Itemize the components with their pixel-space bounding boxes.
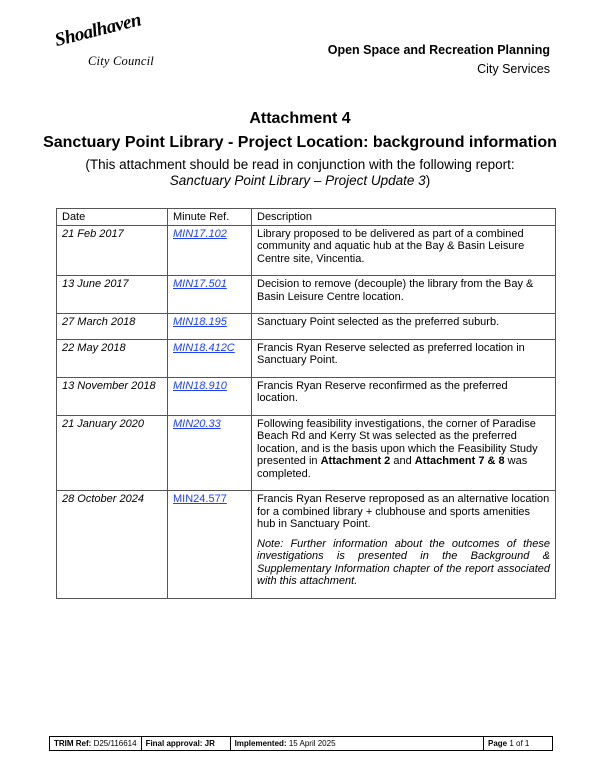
minute-link[interactable]: MIN17.102 [173, 227, 227, 240]
minute-link[interactable]: MIN18.412C [173, 341, 235, 354]
page-value: 1 of 1 [509, 739, 530, 748]
minute-link[interactable]: MIN18.910 [173, 379, 227, 392]
intro-report-name: Sanctuary Point Library – Project Update 3 [169, 173, 426, 188]
row-description: Sanctuary Point selected as the preferred suburb. [252, 314, 556, 340]
desc-text: was completed. [257, 455, 528, 480]
desc-bold-attachment: Attachment 7 & 8 [414, 455, 505, 467]
row-description: Library proposed to be delivered as part of a combined community and aquatic hub at the Bay & Basin Leisure Centre site, Vincentia. [252, 225, 556, 276]
implemented-label: Implemented: [234, 739, 287, 748]
row-date: 13 November 2018 [57, 377, 168, 415]
intro-line: (This attachment should be read in conjunction with the following report: [85, 157, 515, 172]
table-row [57, 225, 556, 276]
division-name: City Services [477, 62, 550, 76]
document-footer [49, 736, 553, 751]
header-minute-ref: Minute Ref. [168, 209, 252, 226]
header-date: Date [57, 209, 168, 226]
page-heading: Sanctuary Point Library - Project Location: background information [43, 134, 557, 151]
page-label: Page [488, 739, 508, 748]
table-row [57, 491, 556, 599]
minute-link[interactable]: MIN24.577 [173, 493, 227, 505]
header-description: Description [252, 209, 556, 226]
table-row [57, 314, 556, 340]
table-row [57, 415, 556, 491]
desc-text: and [390, 455, 415, 467]
attachment-title: Attachment 4 [249, 110, 351, 127]
footer-trim [50, 737, 142, 751]
footer-page [484, 737, 553, 751]
table-header-row [57, 209, 556, 226]
desc-text: Following feasibility investigations, the corner of Paradise Beach Rd and Kerry St was selected as the preferred location, and is the basis upon which the Feasibility Study presented in [257, 417, 538, 467]
minute-link[interactable]: MIN17.501 [173, 278, 227, 290]
table-row [57, 339, 556, 377]
row-date: 28 October 2024 [57, 491, 168, 599]
logo-wordmark: Shoalhaven [52, 9, 144, 52]
row-description: Francis Ryan Reserve selected as preferred location in Sanctuary Point. [252, 339, 556, 377]
council-logo [52, 9, 168, 78]
approval-label: Final approval: JR [145, 739, 215, 748]
minute-link[interactable]: MIN20.33 [173, 417, 221, 430]
table-row [57, 377, 556, 415]
minute-link[interactable]: MIN18.195 [173, 316, 227, 328]
project-location-table [56, 208, 556, 599]
footer-approval [141, 737, 230, 751]
intro-close: ) [425, 173, 431, 188]
trim-label: TRIM Ref: [54, 739, 92, 748]
logo-subtitle: City Council [88, 54, 154, 68]
row-note: Note: Further information about the outcomes of these investigations is presented in the Background & Supplementary Information chapter of the report associated with this attachment. [257, 537, 550, 587]
row-date: 21 January 2020 [57, 415, 168, 491]
row-date: 13 June 2017 [57, 276, 168, 314]
implemented-value: 15 April 2025 [288, 739, 336, 748]
row-description: Decision to remove (decouple) the library from the Bay & Basin Leisure Centre location. [252, 276, 556, 314]
row-description [252, 415, 556, 491]
row-description: Francis Ryan Reserve reconfirmed as the preferred location. [252, 377, 556, 415]
table-row [57, 276, 556, 314]
intro-text [0, 157, 600, 189]
row-date: 27 March 2018 [57, 314, 168, 340]
header-right [328, 42, 550, 78]
row-date: 22 May 2018 [57, 339, 168, 377]
trim-value: D25/116614 [93, 739, 137, 748]
desc-bold-attachment: Attachment 2 [320, 455, 391, 467]
desc-text: Francis Ryan Reserve reproposed as an alternative location for a combined library + clubhouse and sports amenities hub in Sanctuary Point. [257, 493, 550, 530]
footer-implemented [230, 737, 483, 751]
row-description [252, 491, 556, 599]
department-name: Open Space and Recreation Planning [327, 43, 550, 57]
row-date: 21 Feb 2017 [57, 225, 168, 276]
